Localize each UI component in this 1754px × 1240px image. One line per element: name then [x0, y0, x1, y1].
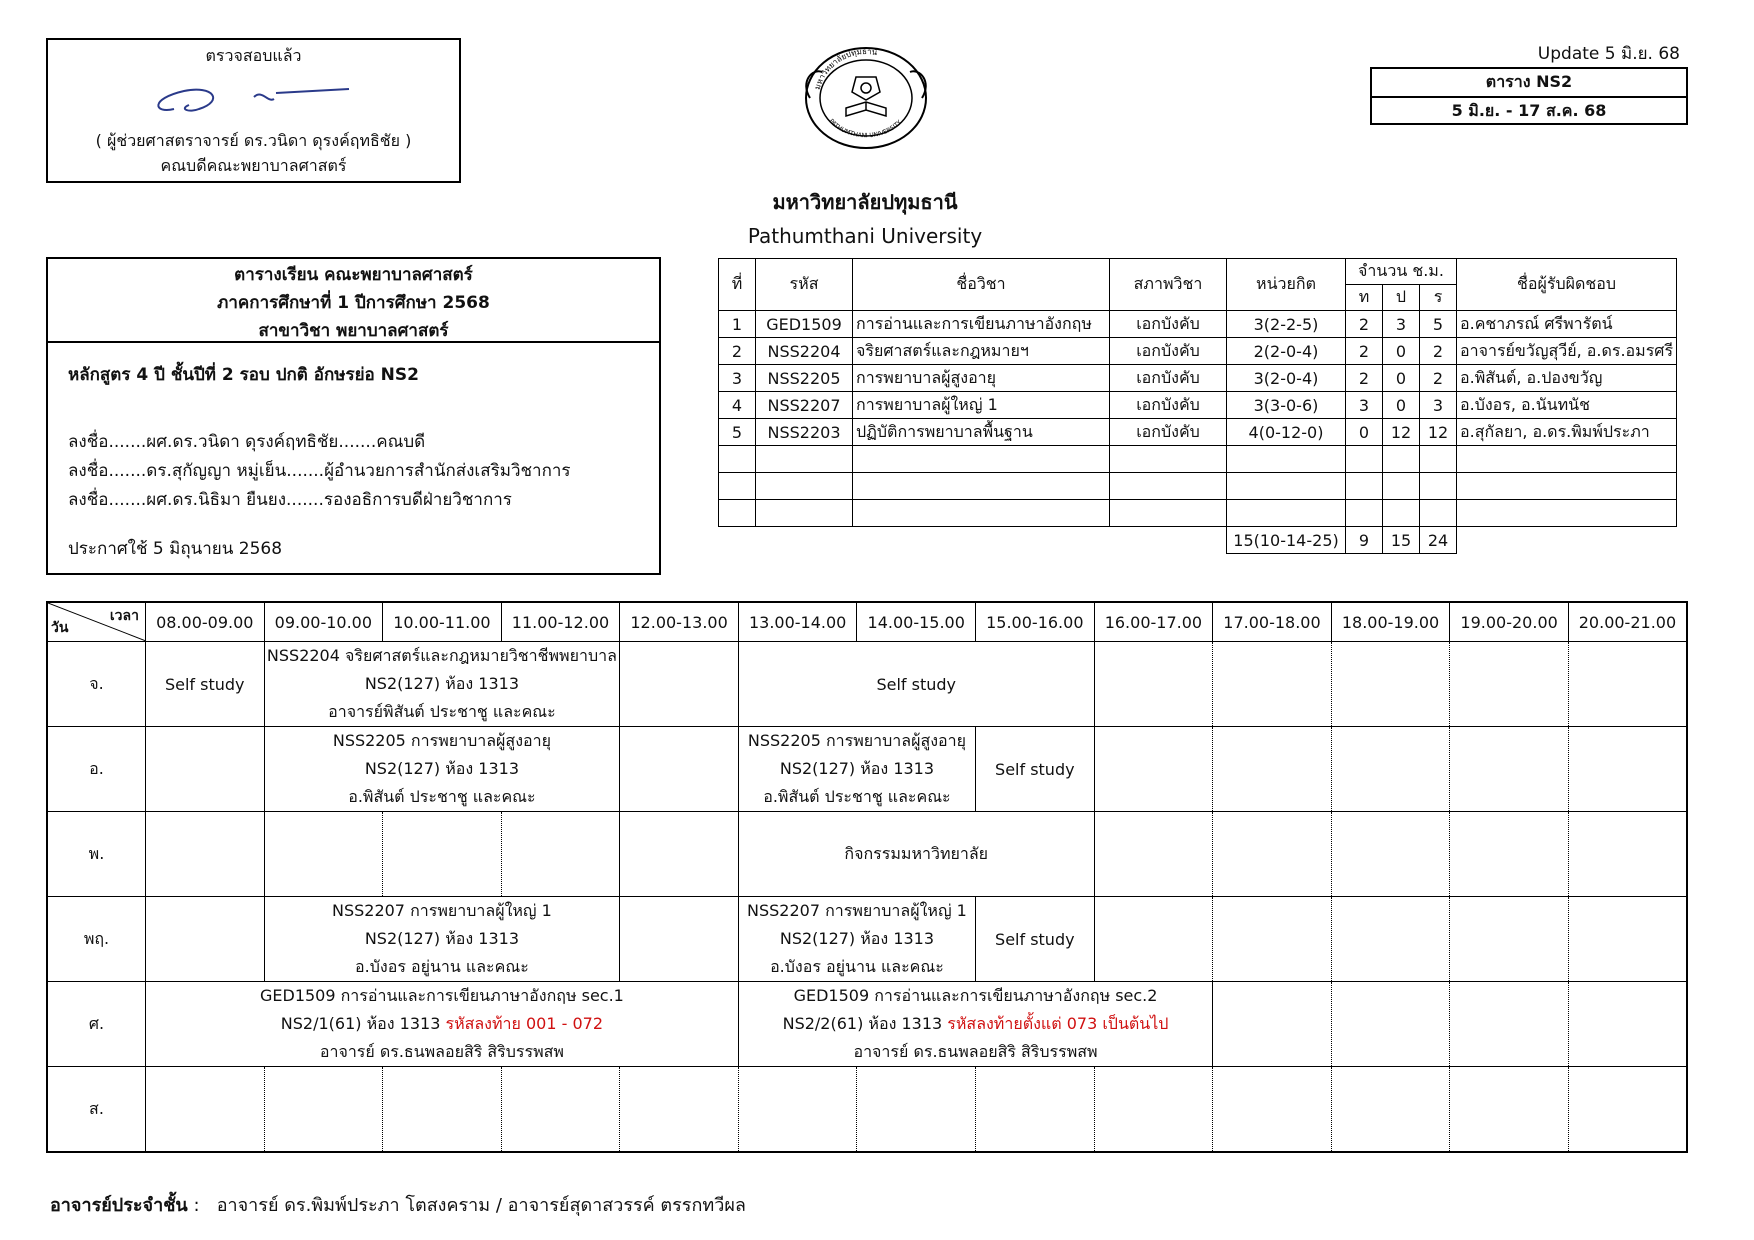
empty-cell [145, 727, 264, 812]
advisor-names: อาจารย์ ดร.พิมพ์ประภา โตสงคราม / อาจารย์สุดาสวรรค์ ตรรกทวีผล [216, 1195, 746, 1216]
timetable-header [47, 602, 1687, 642]
class-room: NS2(127) ห้อง 1313 [364, 929, 519, 948]
time-slot: 08.00-09.00 [145, 602, 264, 642]
university-name-thai: มหาวิทยาลัยปทุมธานี [772, 190, 958, 214]
empty-cell [1213, 897, 1332, 982]
day-row-tuesday [47, 727, 1687, 812]
class-room-text: NS2/1(61) ห้อง 1313 [280, 1014, 446, 1033]
table-row-empty [719, 473, 1677, 500]
class-room [146, 1010, 738, 1038]
day-label: จ. [47, 642, 145, 727]
time-slot: 12.00-13.00 [620, 602, 739, 642]
course-name: การพยาบาลผู้ใหญ่ 1 [853, 392, 1110, 419]
class-instructor: อ.พิสันต์ ประชาชู และคณะ [763, 787, 951, 806]
course-t: 2 [1346, 338, 1383, 365]
class-instructor: อ.บังอร อยู่นาน และคณะ [355, 957, 529, 976]
empty-cell [1213, 1067, 1332, 1153]
class-room: NS2(127) ห้อง 1313 [779, 929, 935, 948]
advisor-separator: : [187, 1195, 200, 1216]
class-title: NSS2204 จริยศาสตร์และกฎหมายวิชาชีพพยาบาล [266, 646, 617, 665]
course-t: 3 [1346, 392, 1383, 419]
course-s: 2 [1420, 338, 1457, 365]
col-no: ที่ [719, 259, 756, 311]
empty-cell [1213, 982, 1332, 1067]
class-title: NSS2205 การพยาบาลผู้สูงอายุ [332, 731, 551, 750]
course-table [718, 258, 1677, 554]
empty-cell [1213, 727, 1332, 812]
empty-cell [1331, 812, 1450, 897]
self-study-cell: Self study [976, 727, 1095, 812]
course-no: 1 [719, 311, 756, 338]
col-status: สภาพวิชา [1110, 259, 1227, 311]
table-row [719, 392, 1677, 419]
time-slot: 18.00-19.00 [1331, 602, 1450, 642]
course-s: 5 [1420, 311, 1457, 338]
empty-cell [1094, 642, 1213, 727]
sign-line-1: ลงชื่อ.......ผศ.ดร.วนิดา ดุรงค์ฤทธิชัย.......คณบดี [68, 432, 426, 452]
empty-cell [1568, 1067, 1687, 1153]
sign-line-3: ลงชื่อ.......ผศ.ดร.นิธิมา ยืนยง.......รองอธิการบดีฝ่ายวิชาการ [68, 490, 512, 510]
course-credits: 4(0-12-0) [1227, 419, 1346, 446]
day-row-friday [47, 982, 1687, 1067]
empty-cell [1450, 642, 1569, 727]
time-slot: 13.00-14.00 [738, 602, 857, 642]
course-status: เอกบังคับ [1110, 311, 1227, 338]
schedule-code-box [1370, 67, 1688, 125]
total-s: 24 [1420, 527, 1457, 554]
curriculum-info-box [46, 257, 661, 575]
empty-cell [264, 812, 383, 897]
empty-cell [1450, 1067, 1569, 1153]
total-credits: 15(10-14-25) [1227, 527, 1346, 554]
empty-cell [1450, 812, 1569, 897]
class-instructor: อ.บังอร อยู่นาน และคณะ [770, 957, 944, 976]
empty-cell [1568, 897, 1687, 982]
university-seal-icon [796, 42, 936, 152]
course-no: 4 [719, 392, 756, 419]
course-t: 0 [1346, 419, 1383, 446]
empty-cell [1331, 642, 1450, 727]
empty-cell [1331, 727, 1450, 812]
announce-date: ประกาศใช้ 5 มิถุนายน 2568 [68, 539, 283, 559]
course-p: 0 [1383, 338, 1420, 365]
course-name: การพยาบาลผู้สูงอายุ [853, 365, 1110, 392]
class-room: NS2(127) ห้อง 1313 [779, 759, 935, 778]
day-label: ศ. [47, 982, 145, 1067]
empty-cell [1094, 1067, 1213, 1153]
day-row-saturday [47, 1067, 1687, 1153]
class-section-note: รหัสลงท้าย 001 - 072 [445, 1014, 604, 1033]
empty-cell [1450, 897, 1569, 982]
course-s: 12 [1420, 419, 1457, 446]
university-name-english: Pathumthani University [747, 224, 983, 248]
table-row-empty [719, 446, 1677, 473]
course-status: เอกบังคับ [1110, 419, 1227, 446]
course-credits: 3(2-2-5) [1227, 311, 1346, 338]
day-label: พ. [47, 812, 145, 897]
col-p: ป [1383, 285, 1420, 311]
day-label: พฤ. [47, 897, 145, 982]
table-row [719, 338, 1677, 365]
empty-cell [620, 897, 739, 982]
course-p: 0 [1383, 392, 1420, 419]
course-p: 0 [1383, 365, 1420, 392]
course-name: จริยศาสตร์และกฎหมายฯ [853, 338, 1110, 365]
class-title: GED1509 การอ่านและการเขียนภาษาอังกฤษ sec.1 [259, 986, 624, 1005]
empty-cell [501, 1067, 620, 1153]
verification-box [46, 38, 461, 183]
empty-cell [145, 812, 264, 897]
empty-cell [501, 812, 620, 897]
program-line: หลักสูตร 4 ปี ชั้นปีที่ 2 รอบ ปกติ อักษรย่อ NS2 [68, 365, 419, 385]
col-hours: จำนวน ช.ม. [1346, 259, 1457, 285]
empty-cell [1213, 812, 1332, 897]
col-credits: หน่วยกิต [1227, 259, 1346, 311]
course-instructor: อาจารย์ขวัญสุวีย์, อ.ดร.อมรศรี [1457, 338, 1677, 365]
info-head-3: สาขาวิชา พยาบาลศาสตร์ [258, 321, 449, 341]
empty-cell [620, 1067, 739, 1153]
self-study-cell: Self study [145, 642, 264, 727]
course-code: NSS2207 [756, 392, 853, 419]
class-cell [145, 982, 738, 1067]
course-status: เอกบังคับ [1110, 338, 1227, 365]
col-instructor: ชื่อผู้รับผิดชอบ [1457, 259, 1677, 311]
sign-line-2: ลงชื่อ.......ดร.สุกัญญา หมู่เย็น.......ผู้อำนวยการสำนักส่งเสริมวิชาการ [68, 461, 571, 481]
class-instructor: อาจารย์พิสันต์ ประชาชู และคณะ [328, 702, 556, 721]
empty-cell [145, 1067, 264, 1153]
time-slot: 17.00-18.00 [1213, 602, 1332, 642]
class-instructor: อ.พิสันต์ ประชาชู และคณะ [348, 787, 536, 806]
course-no: 3 [719, 365, 756, 392]
class-title: NSS2205 การพยาบาลผู้สูงอายุ [747, 731, 966, 750]
day-label: อ. [47, 727, 145, 812]
course-name: ปฏิบัติการพยาบาลพื้นฐาน [853, 419, 1110, 446]
class-advisor [50, 1190, 746, 1219]
time-slot: 16.00-17.00 [1094, 602, 1213, 642]
time-slot: 10.00-11.00 [383, 602, 502, 642]
course-code: GED1509 [756, 311, 853, 338]
class-room: NS2(127) ห้อง 1313 [364, 674, 519, 693]
empty-cell [857, 1067, 976, 1153]
course-status: เอกบังคับ [1110, 365, 1227, 392]
empty-cell [1331, 897, 1450, 982]
empty-cell [738, 1067, 857, 1153]
time-slot: 15.00-16.00 [976, 602, 1095, 642]
col-code: รหัส [756, 259, 853, 311]
time-slot: 14.00-15.00 [857, 602, 976, 642]
empty-cell [264, 1067, 383, 1153]
empty-cell [383, 812, 502, 897]
empty-cell [976, 1067, 1095, 1153]
logo-text-top: มหาวิทยาลัยปทุมธานี [812, 46, 878, 91]
empty-cell [620, 642, 739, 727]
course-instructor: อ.คชาภรณ์ ศรีพารัตน์ [1457, 311, 1677, 338]
course-status: เอกบังคับ [1110, 392, 1227, 419]
empty-cell [1331, 982, 1450, 1067]
course-p: 12 [1383, 419, 1420, 446]
svg-text:PATHUMTHANI UNIVERSITY [828, 118, 904, 140]
logo-text-bottom: PATHUMTHANI UNIVERSITY [827, 117, 903, 140]
schedule-period: 5 มิ.ย. - 17 ส.ค. 68 [1451, 101, 1607, 120]
class-cell [264, 642, 620, 727]
verify-position: คณบดีคณะพยาบาลศาสตร์ [160, 156, 347, 175]
class-instructor: อาจารย์ ดร.ธนพลอยสิริ สิริบรรพสพ [853, 1042, 1098, 1061]
empty-cell [1213, 642, 1332, 727]
empty-cell [1450, 982, 1569, 1067]
info-head-2: ภาคการศึกษาที่ 1 ปีการศึกษา 2568 [217, 293, 490, 313]
course-credits: 3(3-0-6) [1227, 392, 1346, 419]
course-instructor: อ.บังอร, อ.นันทนัช [1457, 392, 1677, 419]
total-t: 9 [1346, 527, 1383, 554]
empty-cell [1094, 897, 1213, 982]
timetable [46, 601, 1688, 1153]
course-no: 2 [719, 338, 756, 365]
info-header [48, 259, 659, 343]
time-slot: 11.00-12.00 [501, 602, 620, 642]
day-label: ส. [47, 1067, 145, 1153]
self-study-cell: Self study [976, 897, 1095, 982]
course-credits: 3(2-0-4) [1227, 365, 1346, 392]
time-slot: 09.00-10.00 [264, 602, 383, 642]
course-t: 2 [1346, 311, 1383, 338]
corner-cell [47, 602, 145, 642]
table-row [719, 365, 1677, 392]
course-instructor: อ.พิสันต์, อ.ปองขวัญ [1457, 365, 1677, 392]
class-room [739, 1010, 1212, 1038]
col-name: ชื่อวิชา [853, 259, 1110, 311]
empty-cell [1568, 727, 1687, 812]
empty-cell [620, 812, 739, 897]
empty-cell [145, 897, 264, 982]
class-title: NSS2207 การพยาบาลผู้ใหญ่ 1 [747, 901, 967, 920]
course-credits: 2(2-0-4) [1227, 338, 1346, 365]
class-section-note: รหัสลงท้ายตั้งแต่ 073 เป็นต้นไป [947, 1014, 1169, 1033]
class-cell [738, 897, 975, 982]
table-total-row [719, 527, 1677, 554]
total-p: 15 [1383, 527, 1420, 554]
corner-time-label: เวลา [109, 608, 139, 624]
signatures [48, 388, 659, 515]
empty-cell [383, 1067, 502, 1153]
table-row [719, 311, 1677, 338]
course-instructor: อ.สุกัลยา, อ.ดร.พิมพ์ประภา [1457, 419, 1677, 446]
update-date: Update 5 มิ.ย. 68 [1537, 44, 1680, 64]
table-row [719, 419, 1677, 446]
empty-cell [1450, 727, 1569, 812]
verify-title: ตรวจสอบแล้ว [205, 46, 302, 65]
course-p: 3 [1383, 311, 1420, 338]
self-study-cell: Self study [738, 642, 1094, 727]
class-cell [264, 727, 620, 812]
course-code: NSS2205 [756, 365, 853, 392]
day-row-thursday [47, 897, 1687, 982]
day-row-wednesday [47, 812, 1687, 897]
class-instructor: อาจารย์ ดร.ธนพลอยสิริ สิริบรรพสพ [319, 1042, 564, 1061]
class-title: NSS2207 การพยาบาลผู้ใหญ่ 1 [331, 901, 552, 920]
info-head-1: ตารางเรียน คณะพยาบาลศาสตร์ [234, 265, 473, 285]
class-room-text: NS2/2(61) ห้อง 1313 [782, 1014, 948, 1033]
class-cell [264, 897, 620, 982]
class-cell [738, 727, 975, 812]
empty-cell [1568, 642, 1687, 727]
course-s: 2 [1420, 365, 1457, 392]
course-name: การอ่านและการเขียนภาษาอังกฤษ [853, 311, 1110, 338]
col-s: ร [1420, 285, 1457, 311]
class-title: GED1509 การอ่านและการเขียนภาษาอังกฤษ sec.2 [793, 986, 1158, 1005]
advisor-label: อาจารย์ประจำชั้น [50, 1195, 188, 1216]
class-room: NS2(127) ห้อง 1313 [364, 759, 519, 778]
schedule-code: ตาราง NS2 [1372, 69, 1686, 98]
day-row-monday [47, 642, 1687, 727]
corner-day-label: วัน [51, 620, 69, 636]
signature-mark [144, 79, 364, 121]
course-s: 3 [1420, 392, 1457, 419]
time-slot: 20.00-21.00 [1568, 602, 1687, 642]
empty-cell [1331, 1067, 1450, 1153]
course-t: 2 [1346, 365, 1383, 392]
course-code: NSS2204 [756, 338, 853, 365]
verify-name: ( ผู้ช่วยศาสตราจารย์ ดร.วนิดา ดุรงค์ฤทธิชัย ) [95, 131, 412, 150]
course-no: 5 [719, 419, 756, 446]
course-code: NSS2203 [756, 419, 853, 446]
activity-cell: กิจกรรมมหาวิทยาลัย [738, 812, 1094, 897]
empty-cell [1568, 982, 1687, 1067]
empty-cell [1094, 727, 1213, 812]
empty-cell [1094, 812, 1213, 897]
col-t: ท [1346, 285, 1383, 311]
class-cell [738, 982, 1212, 1067]
empty-cell [620, 727, 739, 812]
empty-cell [1568, 812, 1687, 897]
table-row-empty [719, 500, 1677, 527]
time-slot: 19.00-20.00 [1450, 602, 1569, 642]
